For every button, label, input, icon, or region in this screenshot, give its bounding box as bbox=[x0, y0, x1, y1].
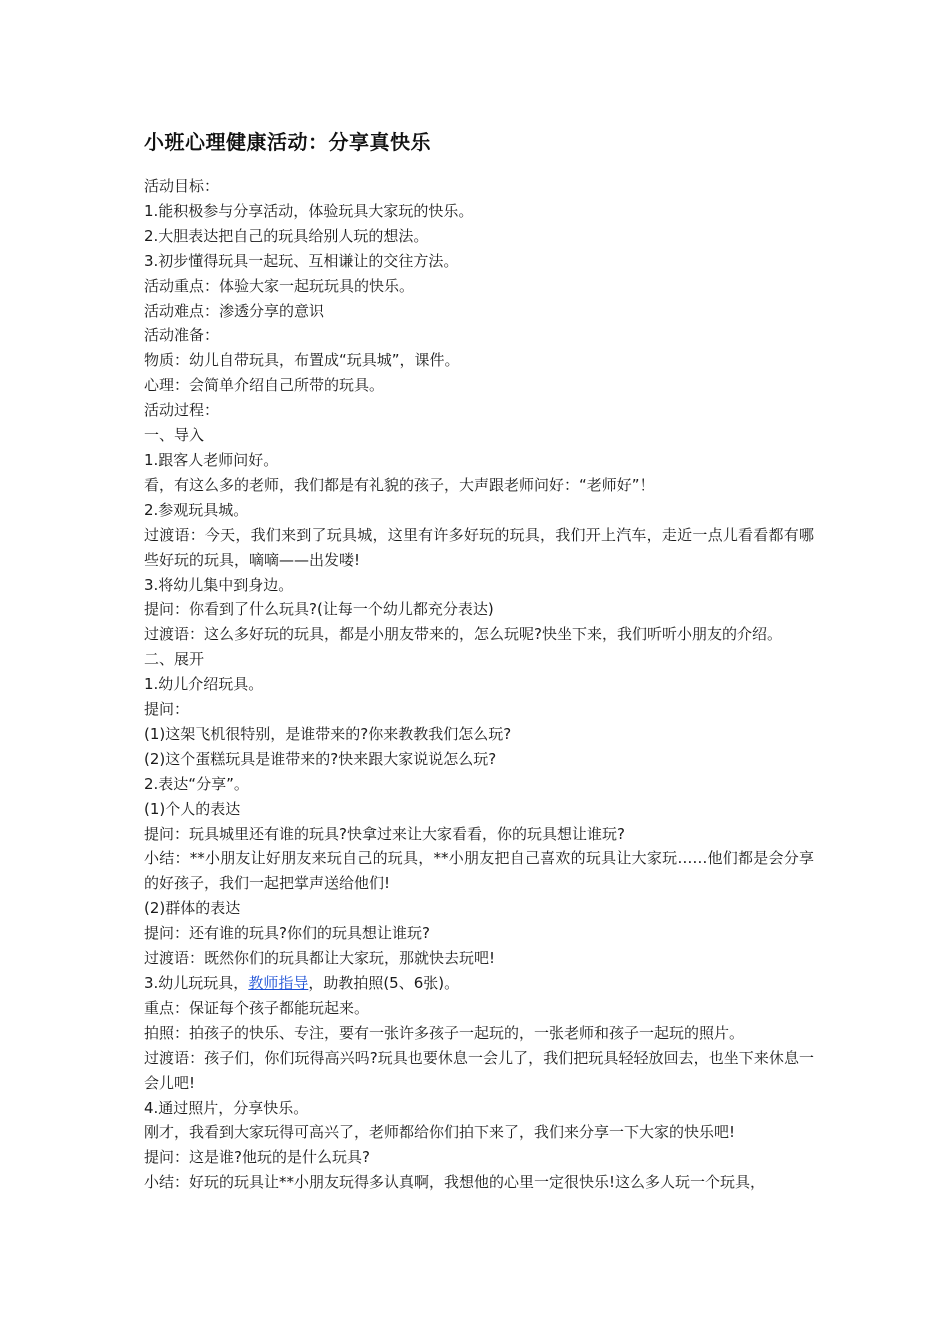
text-line: 心理：会简单介绍自己所带的玩具。 bbox=[144, 376, 385, 395]
section-heading: 一、导入 bbox=[144, 426, 205, 445]
link-line-prefix: 3.幼儿玩玩具， bbox=[144, 974, 249, 992]
text-line: 3.初步懂得玩具一起玩、互相谦让的交往方法。 bbox=[144, 251, 459, 270]
text-line: (2)这个蛋糕玩具是谁带来的?快来跟大家说说怎么玩? bbox=[144, 749, 497, 768]
text-line: 小结：好玩的玩具让**小朋友玩得多认真啊，我想他的心里一定很快乐!这么多人玩一个玩具， bbox=[144, 1173, 766, 1192]
text-line: 2.大胆表达把自己的玩具给别人玩的想法。 bbox=[144, 226, 429, 245]
text-line-with-link bbox=[144, 971, 814, 996]
text-line: 活动难点：渗透分享的意识 bbox=[144, 301, 325, 320]
text-paragraph: 过渡语：今天，我们来到了玩具城，这里有许多好玩的玩具，我们开上汽车，走近一点儿看看都有哪些好玩的玩具，嘀嘀——出发喽! bbox=[144, 525, 814, 569]
text-line: 提问：这是谁?他玩的是什么玩具? bbox=[144, 1148, 370, 1167]
text-line: 过渡语：既然你们的玩具都让大家玩，那就快去玩吧! bbox=[144, 949, 496, 968]
text-line: 活动准备： bbox=[144, 326, 220, 345]
text-line: 拍照：拍孩子的快乐、专注，要有一张许多孩子一起玩的，一张老师和孩子一起玩的照片。 bbox=[144, 1023, 745, 1042]
text-line: 1.能积极参与分享活动，体验玩具大家玩的快乐。 bbox=[144, 201, 474, 220]
text-line: 刚才，我看到大家玩得可高兴了，老师都给你们拍下来了，我们来分享一下大家的快乐吧! bbox=[144, 1123, 736, 1142]
text-line: (1)这架飞机很特别，是谁带来的?你来教教我们怎么玩? bbox=[144, 724, 512, 743]
section-heading: 二、展开 bbox=[144, 650, 205, 669]
text-line: 物质：幼儿自带玩具，布置成“玩具城”，课件。 bbox=[144, 351, 460, 370]
text-line: 重点：保证每个孩子都能玩起来。 bbox=[144, 998, 370, 1017]
page-title: 小班心理健康活动：分享真快乐 bbox=[144, 130, 431, 154]
text-line: 提问：玩具城里还有谁的玩具?快拿过来让大家看看，你的玩具想让谁玩? bbox=[144, 824, 625, 843]
text-line: 1.幼儿介绍玩具。 bbox=[144, 675, 264, 694]
text-line: 3.将幼儿集中到身边。 bbox=[144, 575, 294, 594]
text-paragraph: 过渡语：孩子们，你们玩得高兴吗?玩具也要休息一会儿了，我们把玩具轻轻放回去，也坐下来休息一会儿吧! bbox=[144, 1048, 814, 1092]
text-line: 2.表达“分享”。 bbox=[144, 774, 249, 793]
document-body bbox=[144, 174, 814, 1195]
text-line: 4.通过照片，分享快乐。 bbox=[144, 1098, 309, 1117]
text-line: 提问：你看到了什么玩具?(让每一个幼儿都充分表达) bbox=[144, 600, 494, 619]
text-line: 2.参观玩具城。 bbox=[144, 500, 249, 519]
text-paragraph: 过渡语：这么多好玩的玩具，都是小朋友带来的，怎么玩呢?快坐下来，我们听听小朋友的介绍。 bbox=[144, 625, 782, 644]
link-line-suffix: ，助教拍照(5、6张)。 bbox=[308, 974, 460, 992]
text-line: 看，有这么多的老师，我们都是有礼貌的孩子，大声跟老师问好：“老师好”！ bbox=[144, 475, 655, 494]
text-line: 1.跟客人老师问好。 bbox=[144, 450, 279, 469]
text-line: 活动重点：体验大家一起玩玩具的快乐。 bbox=[144, 276, 415, 295]
text-line: (1)个人的表达 bbox=[144, 799, 241, 818]
text-paragraph: 小结：**小朋友让好朋友来玩自己的玩具，**小朋友把自己喜欢的玩具让大家玩……他们都是会分享的好孩子，我们一起把掌声送给他们! bbox=[144, 849, 814, 893]
text-line: 提问：还有谁的玩具?你们的玩具想让谁玩? bbox=[144, 924, 430, 943]
text-line: 活动目标： bbox=[144, 177, 220, 195]
text-line: 提问： bbox=[144, 700, 190, 719]
teacher-guide-link[interactable]: 教师指导 bbox=[248, 974, 309, 992]
text-line: (2)群体的表达 bbox=[144, 899, 241, 918]
text-line: 活动过程： bbox=[144, 401, 220, 420]
